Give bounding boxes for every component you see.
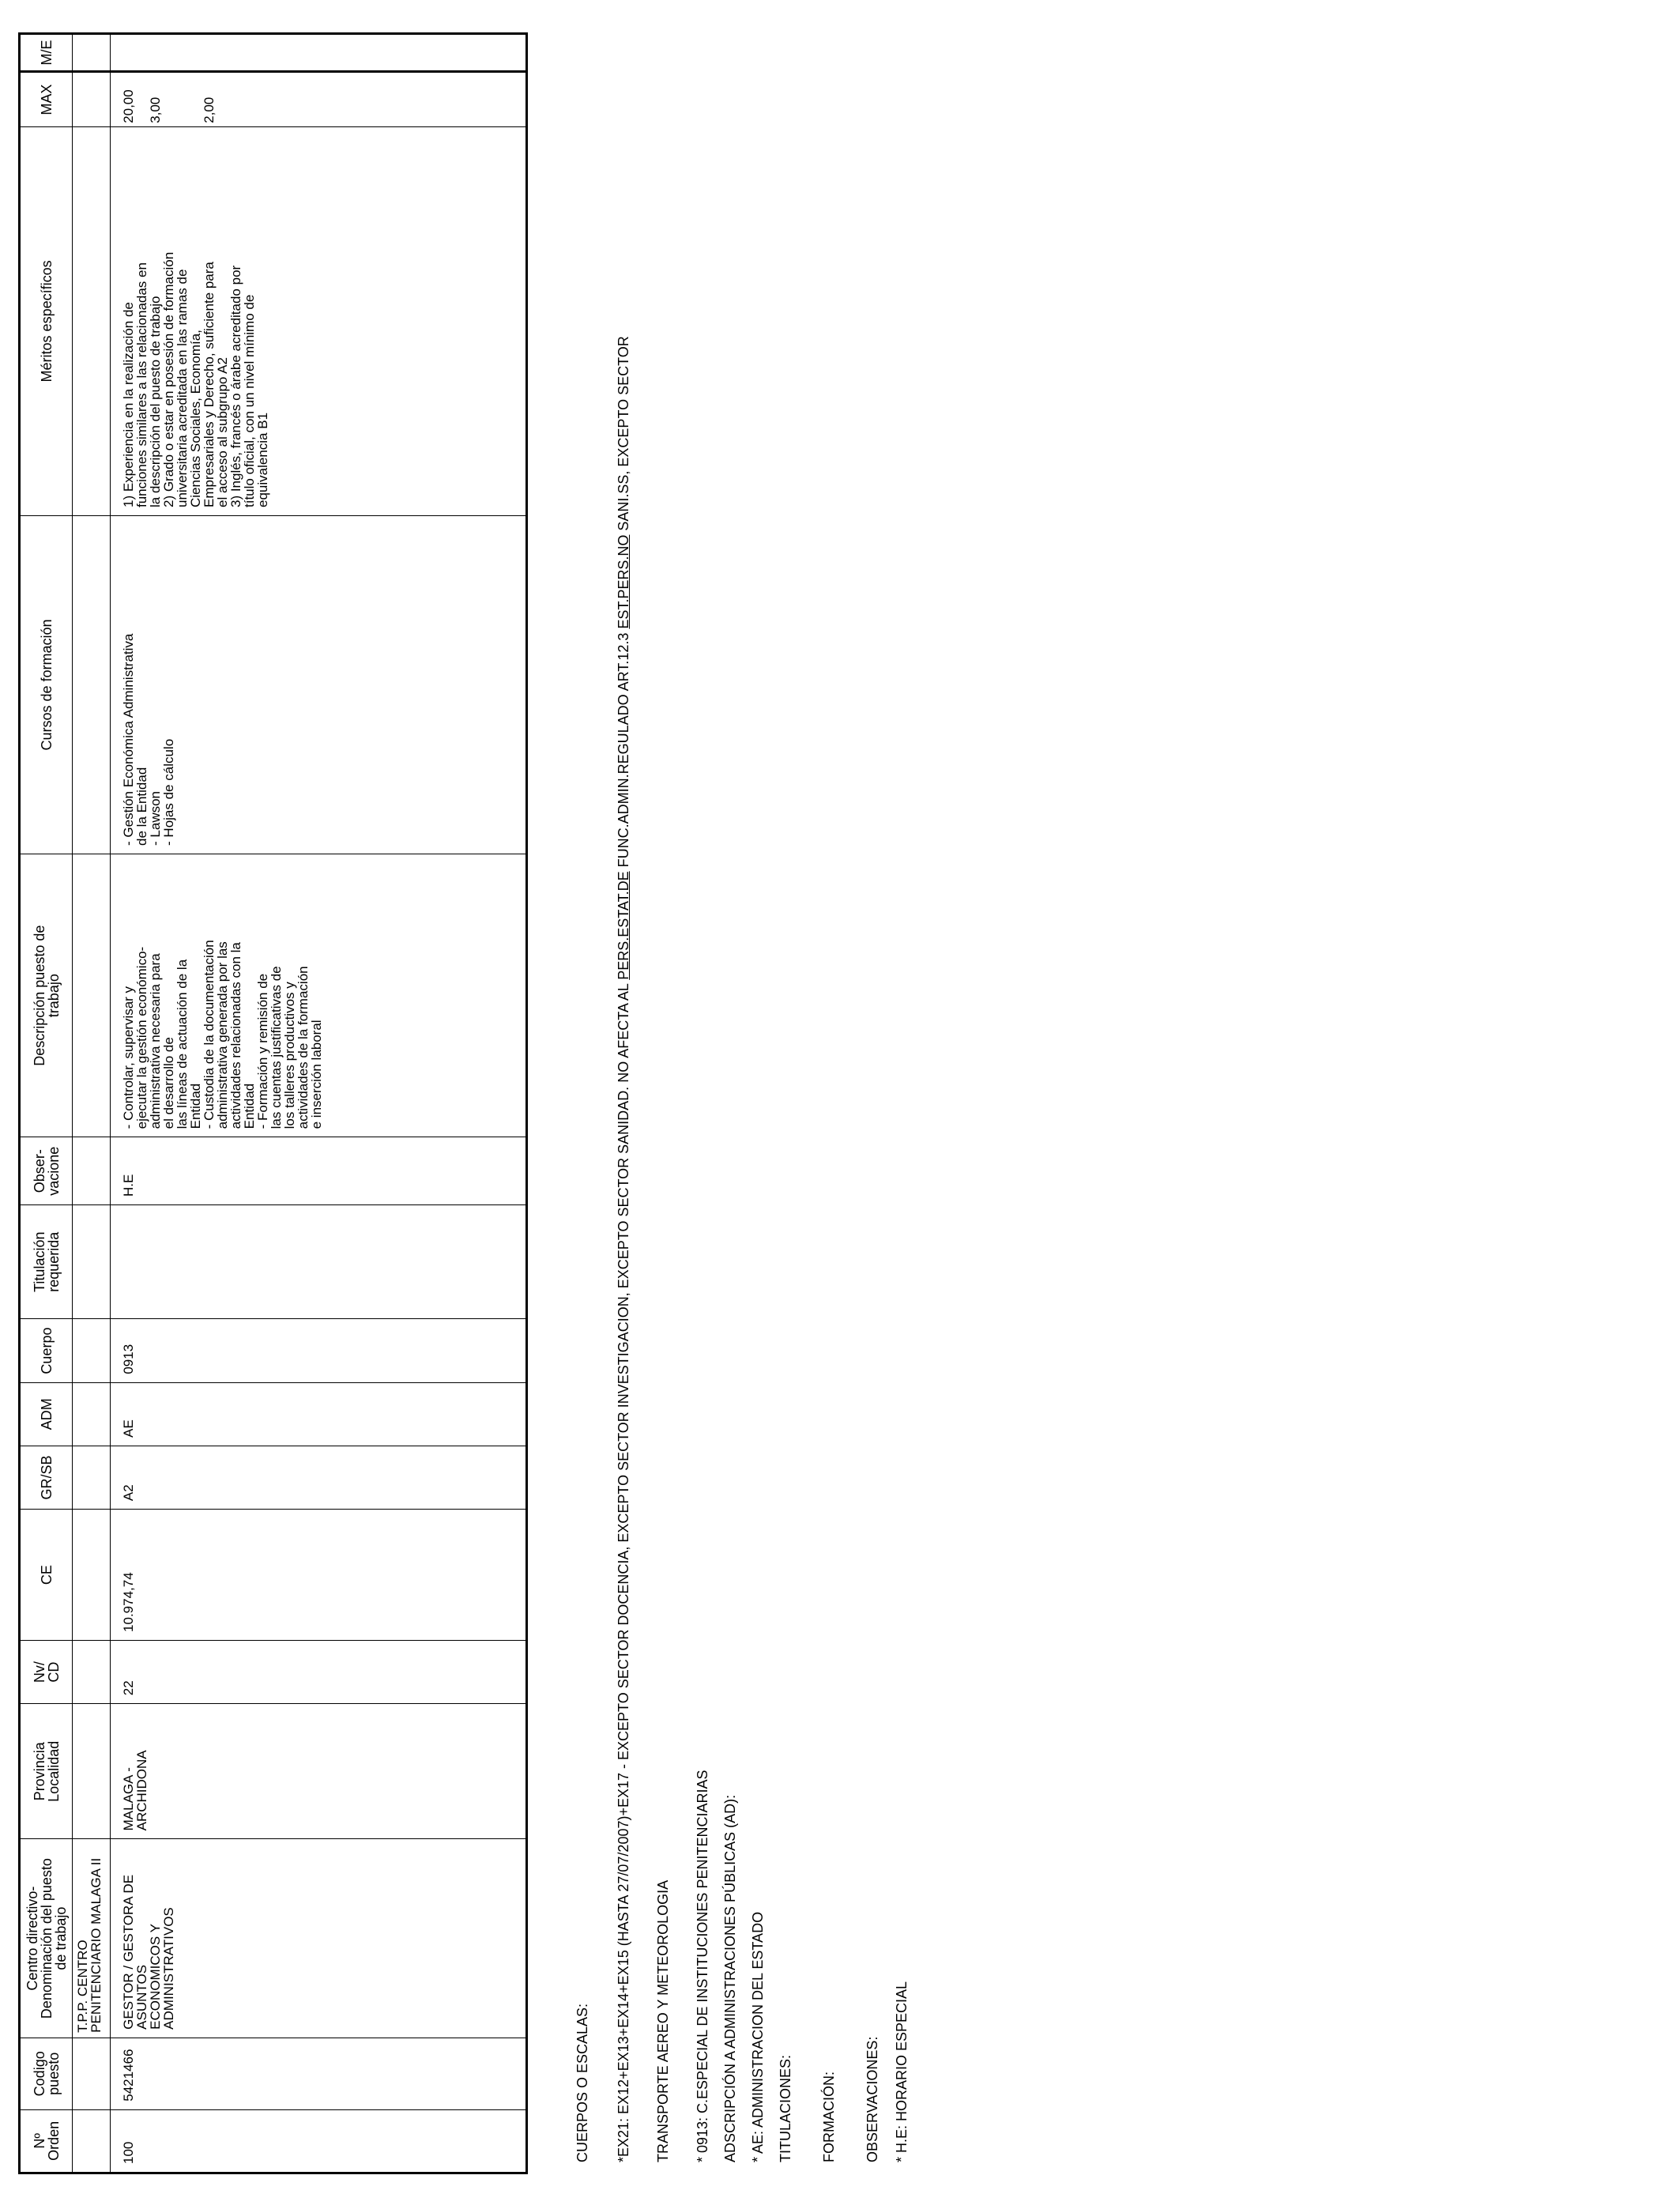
group-cell — [73, 1446, 111, 1509]
table-row — [111, 34, 527, 2173]
cell-meritos: 1) Experiencia en la realización de funciones similares a las relacionadas en la descripción del puesto de trabajo 2) Grado o estar en posesión de formación universitaria acreditada en las ramas de Ciencias Sociales, Economía, Empresariales y Derecho, suficiente para el acceso al subgrupo A2 3) Inglés, francés o árabe acreditado por título oficial, con un nivel mínimo de equivalencia B1 — [111, 126, 527, 515]
header-orden: Nº Orden — [20, 2109, 73, 2173]
header-adm: ADM — [20, 1382, 73, 1446]
group-cell — [73, 1204, 111, 1318]
cell-max — [111, 72, 527, 127]
notes-ae: * AE: ADMINISTRACION DEL ESTADO — [750, 1911, 766, 2162]
notes-he: * H.E: HORARIO ESPECIAL — [894, 1981, 910, 2162]
group-cell — [73, 34, 111, 72]
group-cell — [73, 1704, 111, 1839]
header-grupo: GR/SB — [20, 1446, 73, 1509]
cell-centro: GESTOR / GESTORA DE ASUNTOS ECONOMICOS Y ADMINISTRATIVOS — [111, 1839, 527, 2038]
notes-ex21-line2: TRANSPORTE AEREO Y METEOROLOGIA — [655, 1879, 671, 2162]
notes-cuerpos-title: CUERPOS O ESCALAS: — [574, 2003, 590, 2162]
cell-cursos: - Gestión Económica Administrativa de la Entidad - Lawson - Hojas de cálculo — [111, 516, 527, 854]
group-cell — [73, 854, 111, 1137]
group-cell — [73, 1640, 111, 1703]
cell-cuerpo: 0913 — [111, 1319, 527, 1382]
cell-codigo: 5421466 — [111, 2038, 527, 2109]
group-cell — [73, 1382, 111, 1446]
cell-nivel: 22 — [111, 1640, 527, 1703]
group-row — [73, 34, 111, 2173]
cell-titulacion — [111, 1204, 527, 1318]
cell-ce: 10.974,74 — [111, 1510, 527, 1641]
header-observaciones: Obser- vacione — [20, 1137, 73, 1205]
cell-adm: AE — [111, 1382, 527, 1446]
cell-observaciones: H.E — [111, 1137, 527, 1205]
cell-grupo: A2 — [111, 1446, 527, 1509]
notes-formacion-title: FORMACIÓN: — [821, 2071, 837, 2162]
group-cell — [73, 516, 111, 854]
group-cell — [73, 1510, 111, 1641]
ex21-underlined-2: EST.PERS.NO — [616, 534, 631, 629]
notes-titulaciones-title: TITULACIONES: — [778, 2054, 793, 2162]
header-meritos: Méritos específicos — [20, 126, 73, 515]
notes-adscripcion-title: ADSCRIPCIÓN A ADMINISTRACIONES PÚBLICAS (AD): — [722, 1794, 738, 2162]
header-titulacion: Titulación requerida — [20, 1204, 73, 1318]
header-cursos: Cursos de formación — [20, 516, 73, 854]
cell-provincia: MALAGA - ARCHIDONA — [111, 1704, 527, 1839]
notes-cuerpo-0913: * 0913: C.ESPECIAL DE INSTITUCIONES PENITENCIARIAS — [695, 1770, 710, 2162]
max-value-2: 3,00 — [148, 96, 163, 123]
cell-descripcion: - Controlar, supervisar y ejecutar la gestión económico- administrativa necesaria para el desarrollo de las líneas de actuación de la Entidad - Custodia de la documentación administrativa generada por las actividades relacionadas con la Entidad - Formación y remisión de las cuentas justificativas de los talleres productivos y actividades de la formación e inserción laboral — [111, 854, 527, 1137]
group-cell — [73, 1137, 111, 1205]
group-cell — [73, 1319, 111, 1382]
header-codigo: Codigo puesto — [20, 2038, 73, 2109]
ex21-underlined-1: PERS.ESTAT.DE — [616, 871, 631, 980]
max-value-1: 20,00 — [121, 89, 136, 123]
ex21-text-c: SANI.SS, EXCEPTO SECTOR — [616, 336, 631, 535]
header-centro: Centro directivo- Denominación del puesto de trabajo — [20, 1839, 73, 2038]
group-centro: T.P.P. CENTRO PENITENCIARIO MALAGA II — [73, 1839, 111, 2038]
max-value-3: 2,00 — [202, 96, 217, 123]
header-ce: CE — [20, 1510, 73, 1641]
job-posting-table — [18, 32, 528, 2174]
header-row — [20, 34, 73, 2173]
group-cell — [73, 126, 111, 515]
cell-me — [111, 34, 527, 72]
cell-orden: 100 — [111, 2109, 527, 2173]
group-cell — [73, 2109, 111, 2173]
header-me: M/E — [20, 34, 73, 72]
header-descripcion: Descripción puesto de trabajo — [20, 854, 73, 1137]
header-cuerpo: Cuerpo — [20, 1319, 73, 1382]
header-max: MAX — [20, 72, 73, 127]
header-provincia: Provincia Localidad — [20, 1704, 73, 1839]
header-nivel: Nv/ CD — [20, 1640, 73, 1703]
notes-ex21 — [616, 336, 631, 2162]
notes-observaciones-title: OBSERVACIONES: — [864, 2036, 880, 2162]
ex21-text-b: FUNC.ADMIN.REGULADO ART.12.3 — [616, 628, 631, 872]
group-cell — [73, 2038, 111, 2109]
ex21-text-a: *EX21: EX12+EX13+EX14+EX15 (HASTA 27/07/2007)+EX17 - EXCEPTO SECTOR DOCENCIA, EXCEPTO SECTOR INVESTIGACION, EXCEPTO SECTOR SANIDAD. NO AFECTA AL — [616, 979, 631, 2162]
group-cell — [73, 72, 111, 127]
